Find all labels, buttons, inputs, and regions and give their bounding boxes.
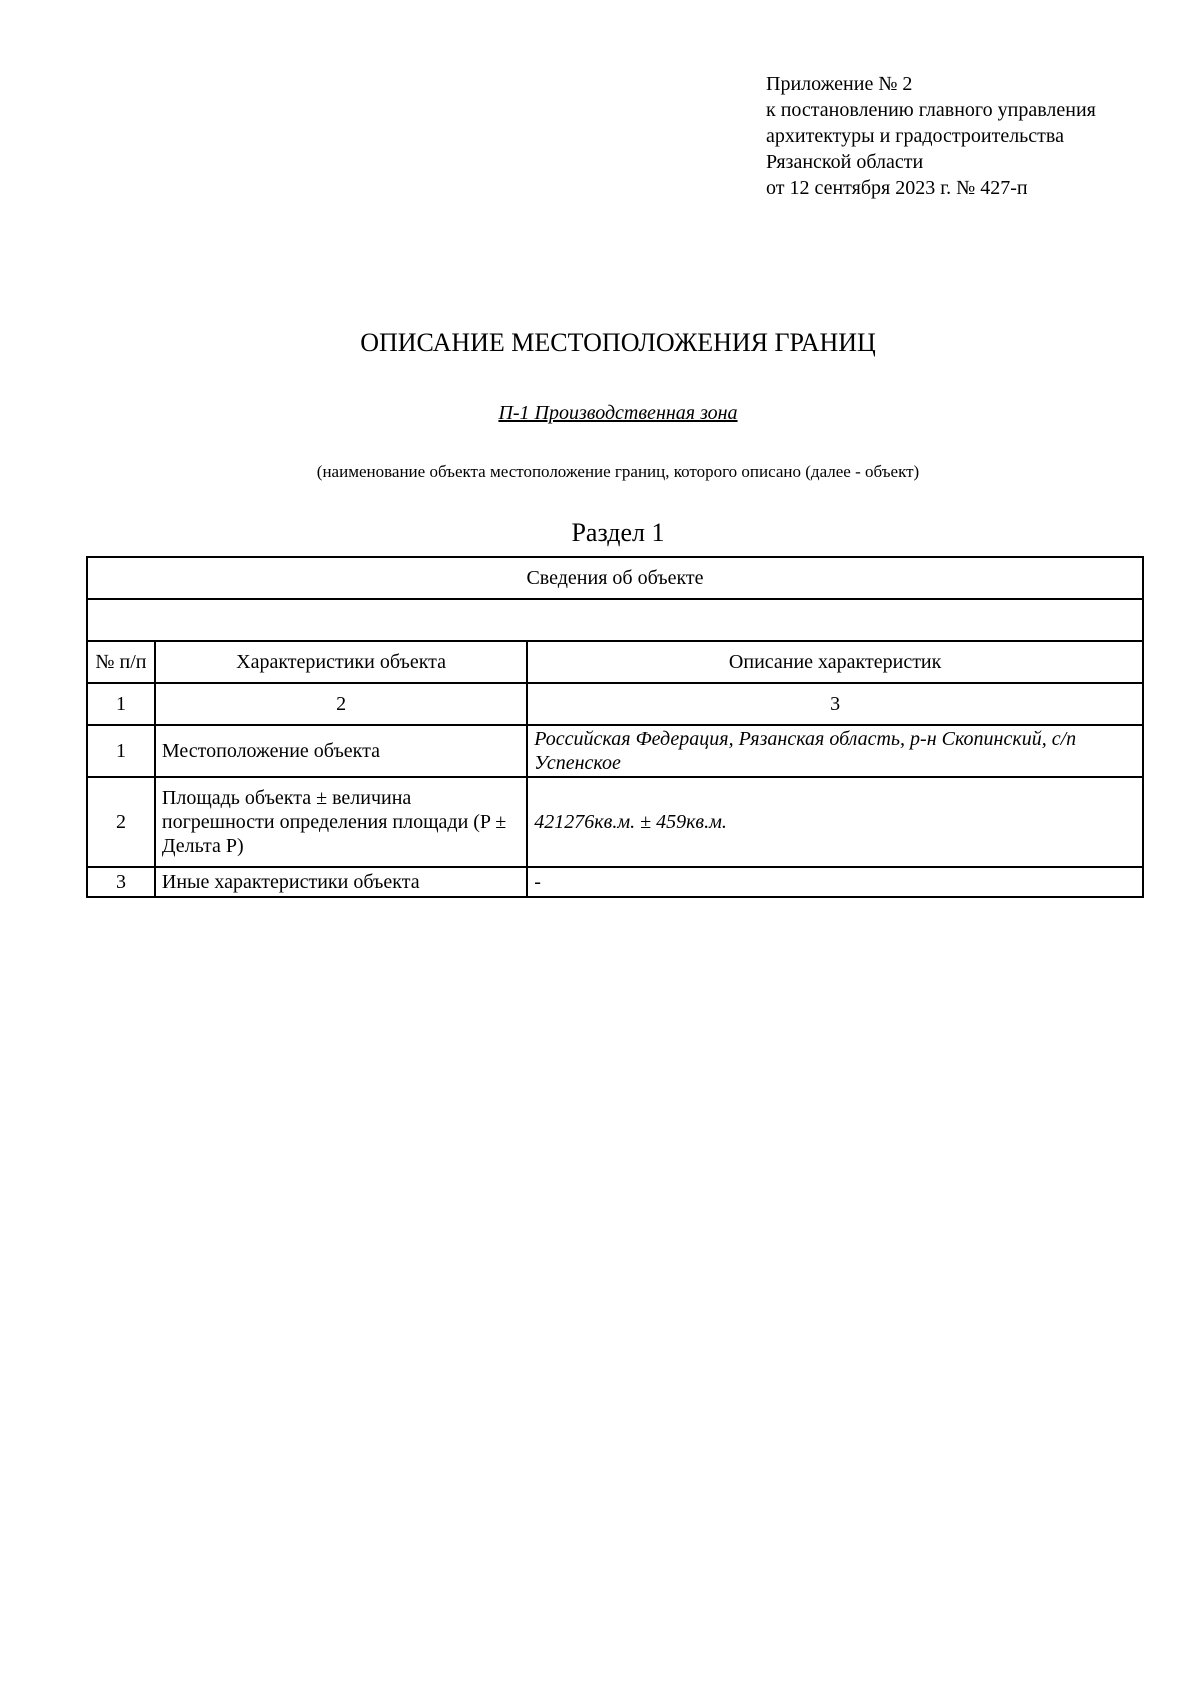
header-num: № п/п — [87, 641, 155, 683]
table-empty-row — [87, 599, 1143, 641]
section-title: Раздел 1 — [571, 518, 665, 547]
appendix-line: архитектуры и градостроительства — [766, 125, 1064, 147]
table-row — [87, 725, 1143, 777]
table-title-row — [87, 557, 1143, 599]
zone-name: П-1 Производственная зона — [498, 402, 738, 424]
table-title: Сведения об объекте — [87, 557, 1143, 599]
zone-name-wrapper — [0, 400, 1200, 426]
zone-caption: (наименование объекта местоположение границ, которого описано (далее - объект) — [316, 462, 920, 481]
column-number: 3 — [527, 683, 1143, 725]
appendix-line: Приложение № 2 — [766, 73, 913, 95]
row-characteristic: Площадь объекта ± величина погрешности определения площади (P ± Дельта P) — [155, 777, 527, 867]
row-num: 3 — [87, 867, 155, 897]
document-title: ОПИСАНИЕ МЕСТОПОЛОЖЕНИЯ ГРАНИЦ — [360, 328, 876, 357]
table-empty-cell — [87, 599, 1143, 641]
row-num: 1 — [87, 725, 155, 777]
row-description: Российская Федерация, Рязанская область, р-н Скопинский, с/п Успенское — [527, 725, 1143, 777]
row-num: 2 — [87, 777, 155, 867]
table-row — [87, 777, 1143, 867]
appendix-line: Рязанской области — [766, 151, 924, 173]
object-info-table — [86, 556, 1144, 898]
column-number: 1 — [87, 683, 155, 725]
appendix-line: к постановлению главного управления — [766, 99, 1096, 121]
row-characteristic: Местоположение объекта — [155, 725, 527, 777]
row-description: 421276кв.м. ± 459кв.м. — [527, 777, 1143, 867]
header-characteristic: Характеристики объекта — [155, 641, 527, 683]
column-number: 2 — [155, 683, 527, 725]
table-row — [87, 867, 1143, 897]
row-characteristic: Иные характеристики объекта — [155, 867, 527, 897]
appendix-block — [766, 71, 1186, 201]
header-description: Описание характеристик — [527, 641, 1143, 683]
table-header-row — [87, 641, 1143, 683]
column-numbers-row — [87, 683, 1143, 725]
appendix-line: от 12 сентября 2023 г. № 427-п — [766, 177, 1028, 199]
row-description: - — [527, 867, 1143, 897]
